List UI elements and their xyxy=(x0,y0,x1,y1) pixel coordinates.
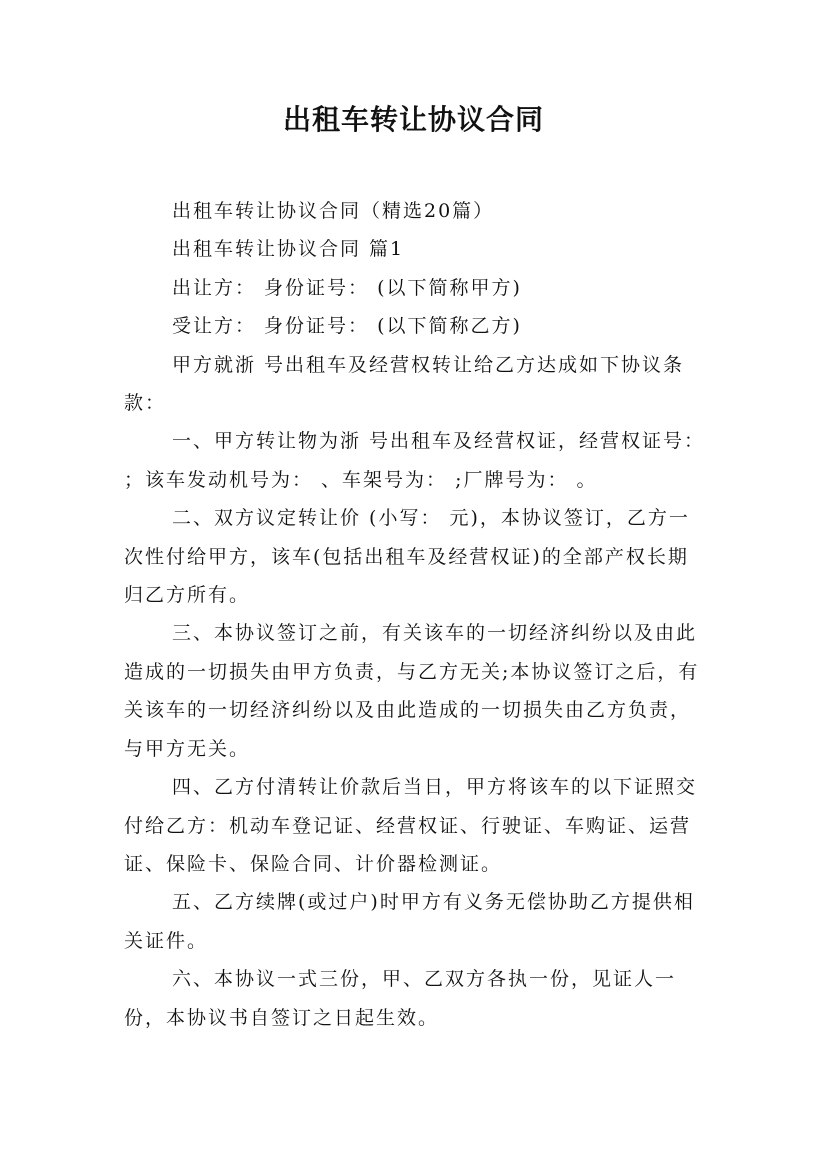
paragraph-clause-5: 五、乙方续牌(或过户)时甲方有义务无偿协助乙方提供相关证件。 xyxy=(124,891,695,952)
document-title: 出租车转让协议合同 xyxy=(282,103,544,136)
paragraph-transferor: 出让方： 身份证号： (以下简称甲方) xyxy=(172,276,522,299)
document-body xyxy=(124,192,709,1037)
paragraph-clause-2: 二、双方议定转让价 (小写： 元)，本协议签订，乙方一次性付给甲方，该车(包括出租车及经营权证)的全部产权长期归乙方所有。 xyxy=(124,507,690,607)
paragraph-clause-1: 一、甲方转让物为浙 号出租车及经营权证，经营权证号： ；该车发动机号为： 、车架号为： ;厂牌号为： 。 xyxy=(124,430,706,491)
paragraph-clause-3: 三、本协议签订之前，有关该车的一切经济纠纷以及由此造成的一切损失由甲方负责，与乙方无关;本协议签订之后，有关该车的一切经济纠纷以及由此造成的一切损失由乙方负责，与甲方无关。 xyxy=(124,622,700,760)
paragraph-subtitle: 出租车转让协议合同（精选20篇） xyxy=(172,200,495,222)
paragraph-clause-4: 四、乙方付清转让价款后当日，甲方将该车的以下证照交付给乙方：机动车登记证、经营权证、行驶证、车购证、运营证、保险卡、保险合同、计价器检测证。 xyxy=(124,776,698,875)
paragraph-intro: 甲方就浙 号出租车及经营权转让给乙方达成如下协议条款： xyxy=(124,353,685,415)
paragraph-transferee: 受让方： 身份证号： (以下简称乙方) xyxy=(172,315,522,338)
paragraph-clause-6: 六、本协议一式三份，甲、乙双方各执一份，见证人一份，本协议书自签订之日起生效。 xyxy=(124,968,677,1029)
paragraph-section-heading: 出租车转让协议合同 篇1 xyxy=(172,238,405,261)
